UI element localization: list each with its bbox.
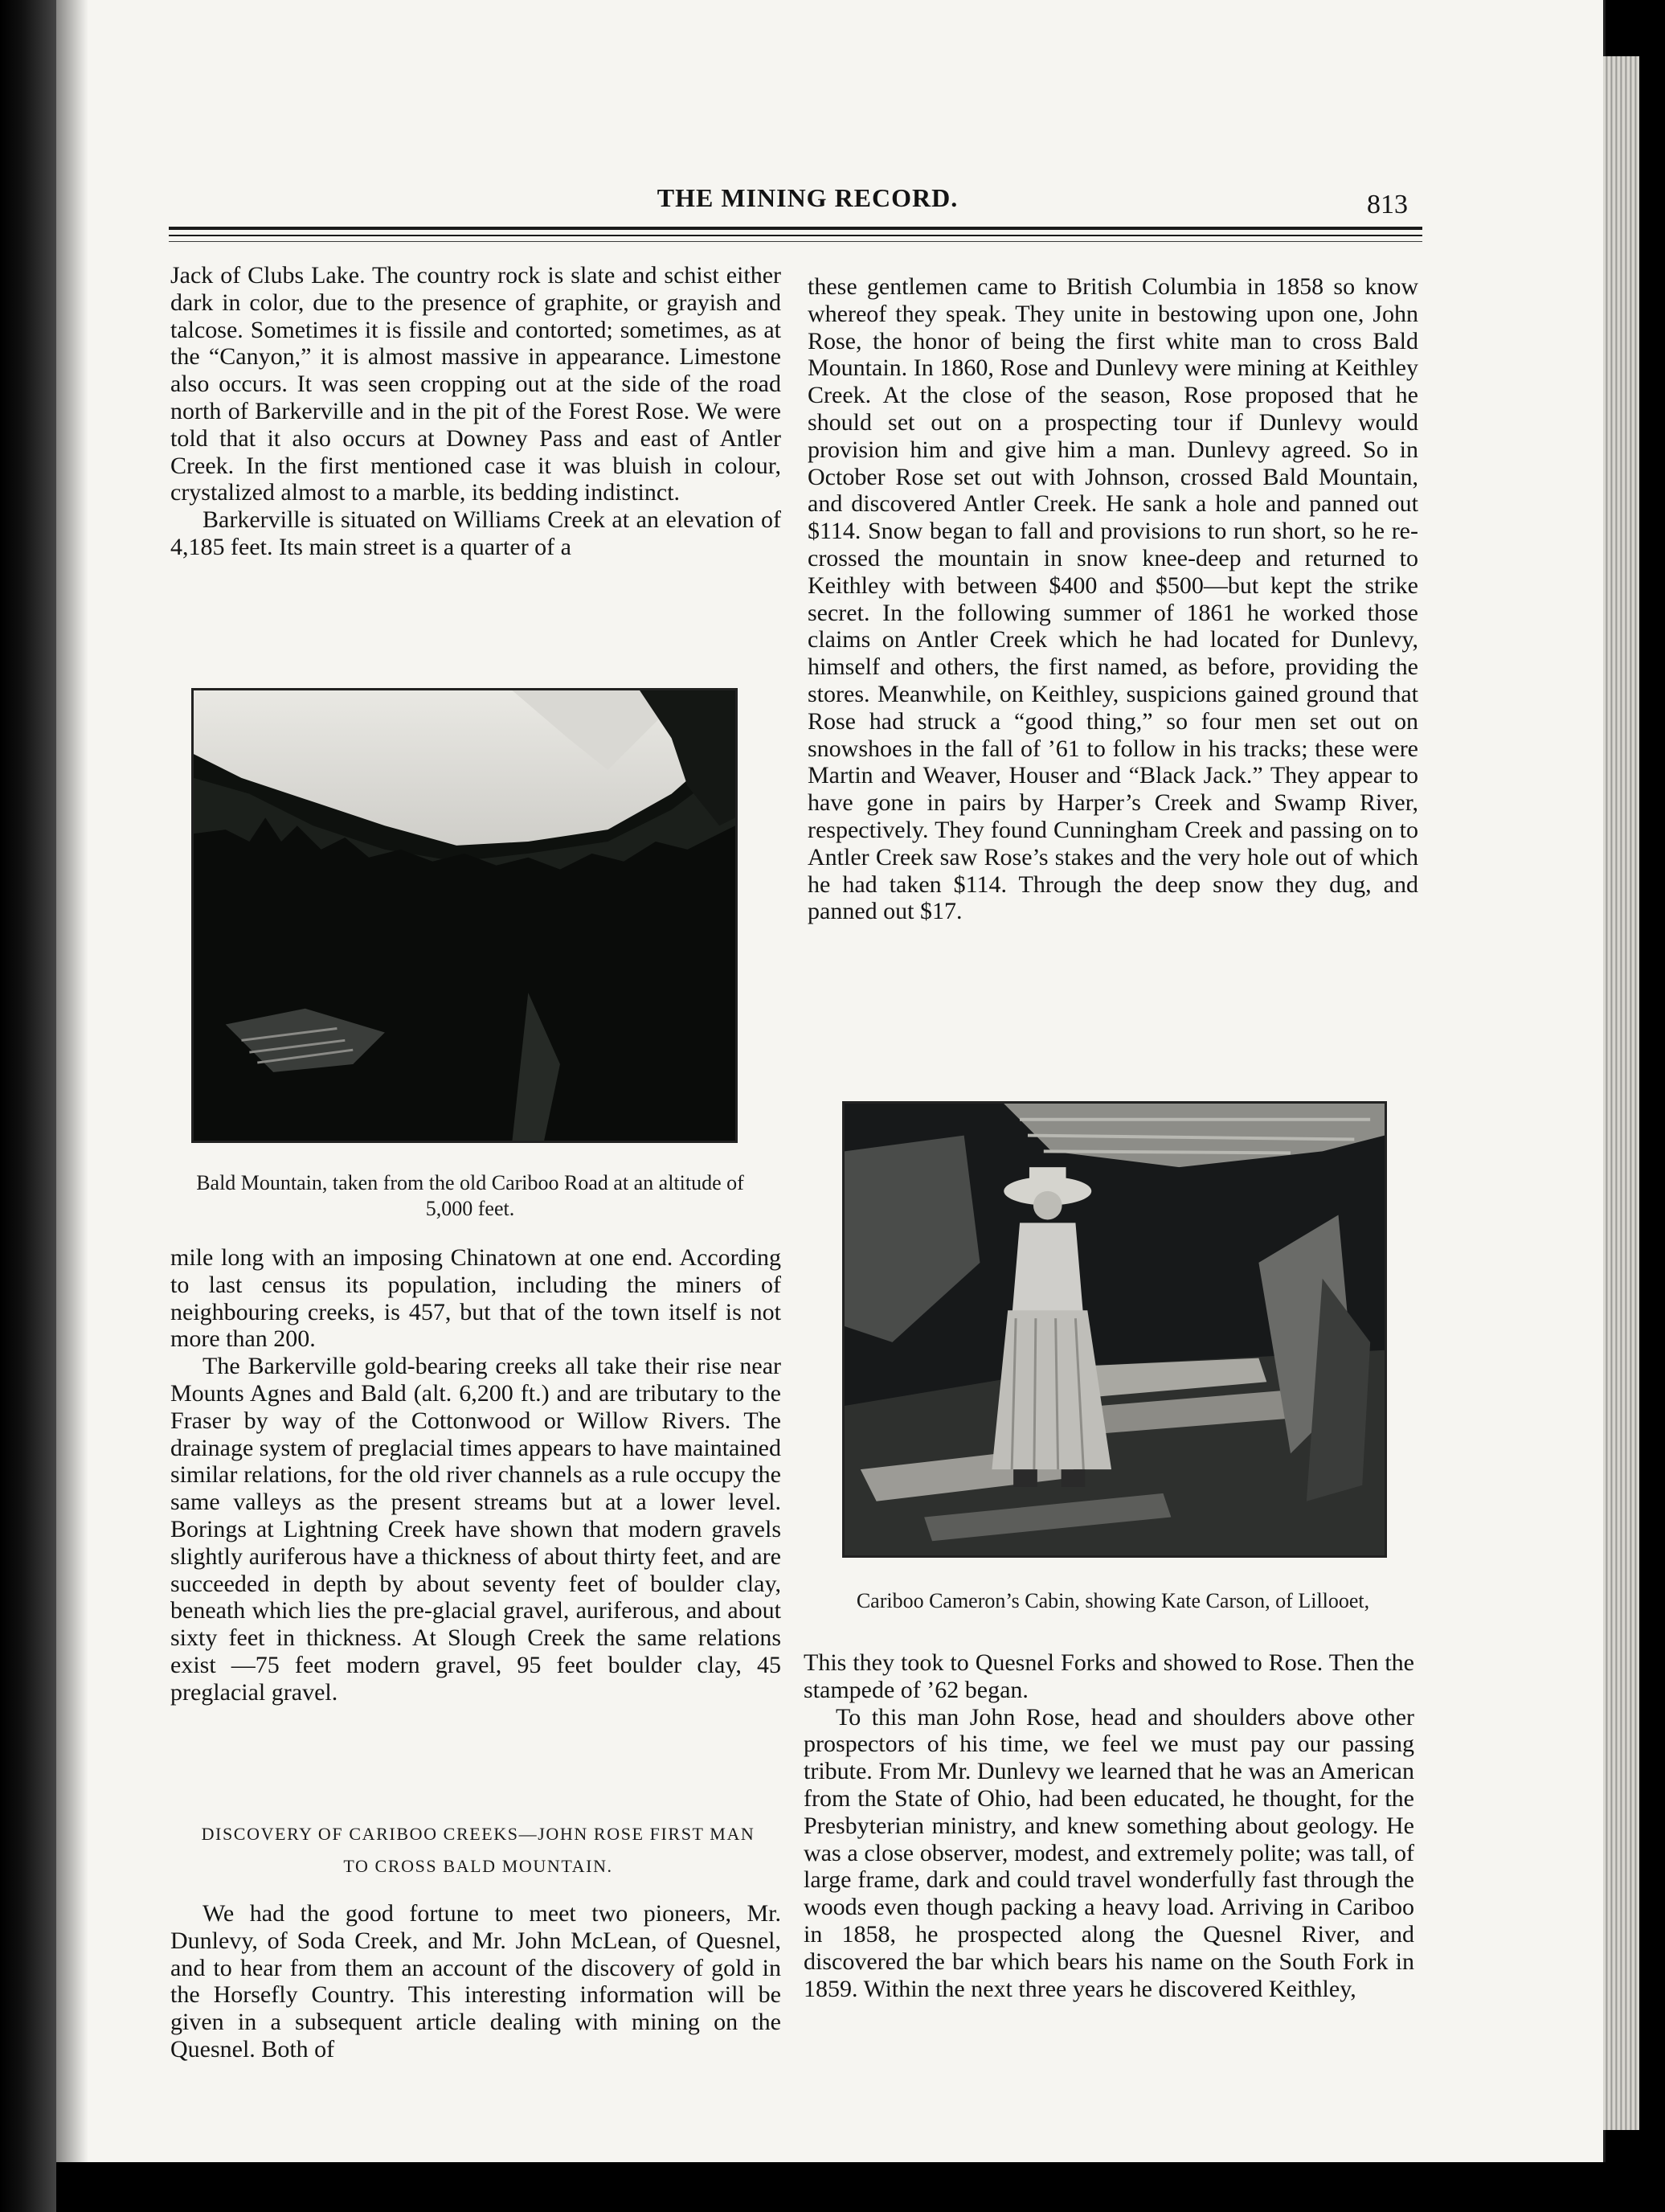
page-number: 813	[1367, 190, 1408, 219]
paragraph: Jack of Clubs Lake. The country rock is slate and schist either dark in color, due to the presence of graphite, or grayish and talcose. Sometimes it is fissile and contorted; sometimes, as at the “Canyon,” it is almost massive in appearance. Limestone also occurs. It was seen cropping out at the side of the road north of Barkerville and in the pit of the Forest Rose. We were told that it also occurs at Downey Pass and east of Antler Creek. In the first mentioned case it was bluish in colour, crystalized almost to a marble, its bedding indistinct.	[170, 262, 781, 506]
paragraph: mile long with an imposing Chinatown at one end. According to last census its population, including the miners of neighbouring creeks, is 457, but that of the town itself is not more than 200.	[170, 1244, 781, 1353]
scan-edge	[0, 0, 56, 2212]
right-column-top	[808, 273, 1418, 925]
header-rule-thin	[169, 235, 1422, 236]
paragraph: these gentlemen came to British Columbia in 1858 so know whereof they speak. They unite in bestowing upon one, John Rose, the honor of being the first white man to cross Bald Mountain. In 1860, Rose and Dunlevy were mining at Keithley Creek. At the close of the season, Rose proposed that he should set out on a prospecting tour if Dunlevy would provision him and give him a man. Dunlevy agreed. So in October Rose set out with Johnson, crossed Bald Mountain, and discovered Antler Creek. He sank a hole and panned out $114. Snow began to fall and provisions to run short, so he re-crossed the mountain in snow knee-deep and returned to Keithley with between $400 and $500—but kept the strike secret. In the following summer of 1861 he worked those claims on Antler Creek which he had located for Dunlevy, himself and others, the first named, as before, providing the stores. Meanwhile, on Keithley, suspicions gained ground that Rose had struck a “good thing,” so four men set out on snowshoes in the fall of ’61 to follow in his tracks; these were Martin and Weaver, Houser and “Black Jack.” They appear to have gone in pairs by Harper’s Creek and Swamp River, respectively. They found Cunningham Creek and passing on to Antler Creek saw Rose’s stakes and the very hole out of which he had taken $114. Through the deep snow they dug, and panned out $17.	[808, 273, 1418, 925]
left-column-bottom	[170, 1900, 781, 2063]
paragraph: Barkerville is situated on Williams Creek at an elevation of 4,185 feet. Its main street is a quarter of a	[170, 506, 781, 560]
bald-mountain-photo	[191, 688, 738, 1143]
figure-caption: Bald Mountain, taken from the old Cariboo Road at an altitude of 5,000 feet.	[196, 1171, 744, 1220]
paragraph: The Barkerville gold-bearing creeks all take their rise near Mounts Agnes and Bald (alt. 6,200 ft.) and are tributary to the Fraser by way of the Cottonwood or Willow Rivers. The drainage system of preglacial times appears to have maintained similar relations, for the old river channels as a rule occupy the same valleys as the present streams but at a lower level. Borings at Lightning Creek have shown that modern gravels slightly auriferous have a thickness of about thirty feet, and are succeeded in depth by about seventy feet of boulder clay, beneath which lies the pre-glacial gravel, auriferous, and about sixty feet in thickness. At Slough Creek the same relations exist —75 feet modern gravel, 95 feet boulder clay, 45 preglacial gravel.	[170, 1353, 781, 1706]
left-column-middle	[170, 1244, 781, 1706]
left-column-top	[170, 262, 781, 561]
bald-mountain-image	[194, 690, 735, 1141]
header-rule	[169, 227, 1422, 230]
cabin-photo	[842, 1101, 1387, 1558]
gutter-shadow	[56, 0, 88, 2162]
paragraph: This they took to Quesnel Forks and showed to Rose. Then the stampede of ’62 began.	[804, 1649, 1414, 1703]
running-head: THE MINING RECORD.	[657, 183, 959, 212]
paragraph: We had the good fortune to meet two pioneers, Mr. Dunlevy, of Soda Creek, and Mr. John McLean, of Quesnel, and to hear from them an account of the discovery of gold in the Horsefly Country. This interesting information will be given in a subsequent article dealing with mining on the Quesnel. Both of	[170, 1900, 781, 2062]
page-edges	[1603, 56, 1639, 2130]
right-column-bottom	[804, 1649, 1414, 2002]
section-heading	[161, 1818, 796, 1882]
section-heading-line: DISCOVERY OF CARIBOO CREEKS—JOHN ROSE FIRST MAN	[201, 1824, 755, 1844]
paragraph: To this man John Rose, head and shoulders above other prospectors of his time, we feel we must pay our passing tribute. From Mr. Dunlevy we learned that he was an American from the State of Ohio, had been educated, he thought, for the Presbyterian ministry, and knew something about geology. He was a close observer, modest, and extremely polite; was tall, of large frame, dark and could travel wonderfully fast through the woods even though packing a heavy load. Arriving in Cariboo in 1858, he prospected along the Quesnel River, and discovered the bar which bears his name on the South Fork in 1859. Within the next three years he discovered Keithley,	[804, 1703, 1414, 2002]
section-heading-line: TO CROSS BALD MOUNTAIN.	[343, 1856, 613, 1876]
header-rule-hairline	[169, 241, 1422, 242]
cabin-image	[845, 1104, 1385, 1555]
figure-caption: Cariboo Cameron’s Cabin, showing Kate Carson, of Lillooet,	[856, 1589, 1370, 1612]
